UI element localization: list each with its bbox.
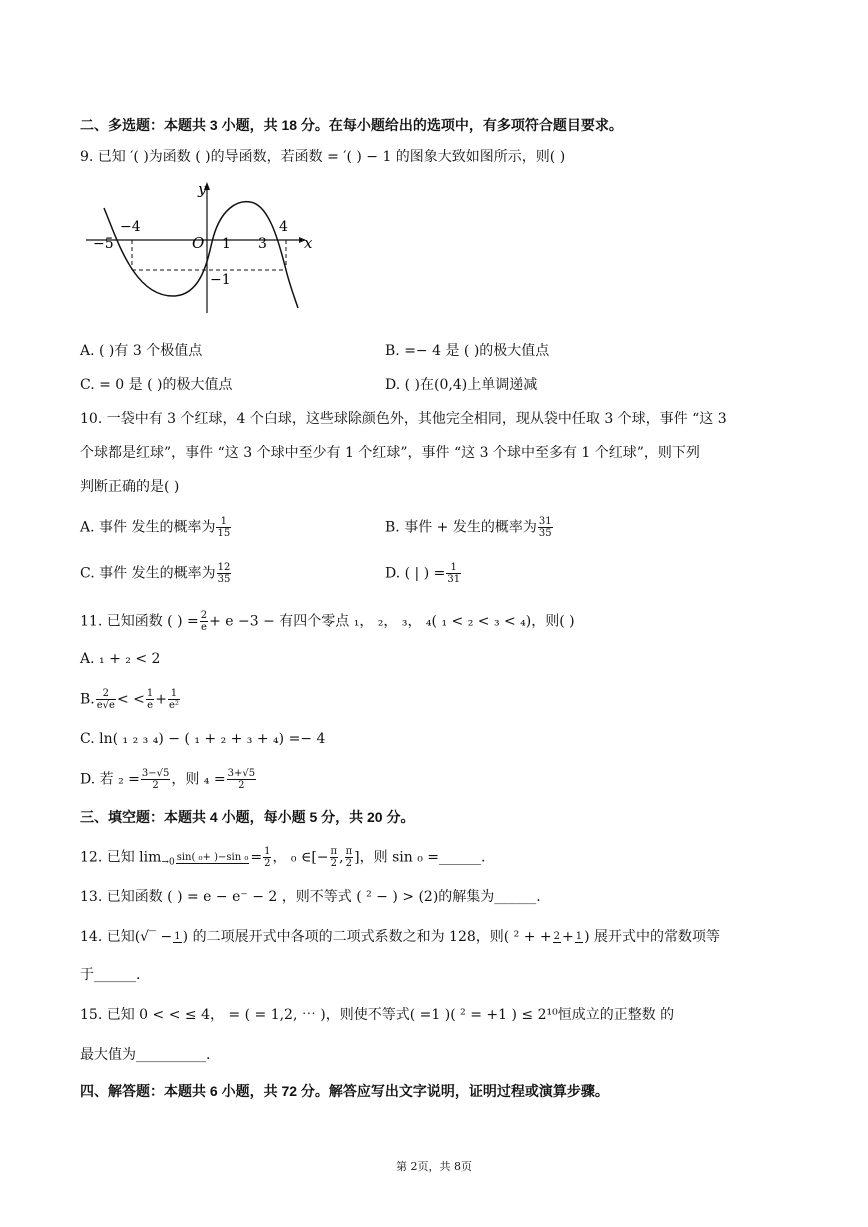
section-heading-multiple-choice: 二、多选题：本题共 3 小题，共 18 分。在每小题给出的选项中，有多项符合题目要求。 xyxy=(80,117,623,133)
question-15-line-2: 最大值为__________. xyxy=(80,1047,211,1063)
section-heading-fill-blank: 三、填空题：本题共 4 小题，每小题 5 分，共 20 分。 xyxy=(80,809,415,825)
question-9-option-d: D. ( )在(0,4)上单调递减 xyxy=(385,377,538,393)
graph-label-3: 3 xyxy=(258,236,267,252)
question-14-line-2: 于______. xyxy=(80,967,141,983)
question-14-line-1: 14. 已知(√‾ − 1 ) 的二项展开式中各项的二项式系数之和为 128，则( ² + + 2 + 1 ) 展开式中的常数项等 xyxy=(80,929,721,945)
question-10-line-1: 10. 一袋中有 3 个红球，4 个白球，这些球除颜色外，其他完全相同，现从袋中任取 3 个球，事件 “这 3 xyxy=(80,411,727,427)
graph-label-m4: −4 xyxy=(120,219,141,235)
question-10-option-b: B. 事件 + 发生的概率为 $\frac{31}{35}$ xyxy=(385,516,552,539)
question-10-option-d: D. ( | ) = $\frac{1}{31}$ xyxy=(385,562,461,585)
question-10-option-a: A. 事件 发生的概率为 $\frac{1}{15}$ xyxy=(80,516,231,539)
question-13: 13. 已知函数 ( ) = e − e⁻ − 2 ，则不等式 ( ² − ) > (2)的解集为______. xyxy=(80,889,541,905)
question-10-line-3: 判断正确的是( ) xyxy=(80,479,180,495)
question-10-option-c: C. 事件 发生的概率为 $\frac{12}{35}$ xyxy=(80,562,231,585)
graph-y-label: y xyxy=(198,180,207,198)
question-11-option-c: C. ln( ₁ ₂ ₃ ₄) − ( ₁ + ₂ + ₃ + ₄) =− 4 xyxy=(80,731,326,747)
question-11-stem: 11. 已知函数 ( ) = $\frac{2}{e}$ + e −3 − 有四个零点 ₁， ₂， ₃， ₄( ₁ < ₂ < ₃ < ₄)，则( ) xyxy=(80,610,575,633)
page-footer: 第 2页，共 8页 xyxy=(396,1160,472,1173)
question-11-option-b: B. $\frac{2}{e√e}$ < < $\frac{1}{e}$ + $\frac{1}{\text{e²}}$ xyxy=(80,688,179,711)
question-12: 12. 已知 $\lim_{\to 0}$ sin( ₀+ )−sin ₀ = $\frac{1}{2}$ ， ₀ ∈[− $\frac{\pi}{2}$ , $\frac{\pi}{2}$ ]，则 sin ₀ =______. xyxy=(80,846,486,869)
question-9-option-c: C. = 0 是 ( )的极大值点 xyxy=(80,377,233,393)
graph-label-4: 4 xyxy=(279,219,288,235)
section-heading-answer: 四、解答题：本题共 6 小题，共 72 分。解答应写出文字说明，证明过程或演算步骤。 xyxy=(80,1083,609,1099)
question-11-option-d: D. 若 ₂ = $\frac{3-√5}{2}$ ，则 ₄ = $\frac{3+√5}{2}$ xyxy=(80,768,256,791)
question-9-option-b: B. =− 4 是 ( )的极大值点 xyxy=(385,343,550,359)
graph-label-m5: −5 xyxy=(93,236,114,252)
graph-origin-label: O xyxy=(192,234,205,252)
question-11-option-a: A. ₁ + ₂ < 2 xyxy=(80,651,161,667)
question-9-option-a: A. ( )有 3 个极值点 xyxy=(80,343,203,359)
question-9-graph xyxy=(80,178,320,318)
question-10-line-2: 个球都是红球”，事件 “这 3 个球中至少有 1 个红球”，事件 “这 3 个球中至多有 1 个红球”，则下列 xyxy=(80,445,700,461)
question-15-line-1: 15. 已知 0 < < ≤ 4， = ( = 1,2, ⋯ )，则使不等式( =1 )( ² = +1 ) ≤ 2¹⁰恒成立的正整数 的 xyxy=(80,1007,675,1023)
graph-x-label: x xyxy=(304,234,313,252)
question-9-stem: 9. 已知 ′( )为函数 ( )的导函数，若函数 = ′( ) − 1 的图象大致如图所示，则( ) xyxy=(80,149,566,165)
graph-label-1: 1 xyxy=(222,236,231,252)
graph-label-m1: −1 xyxy=(210,272,231,288)
